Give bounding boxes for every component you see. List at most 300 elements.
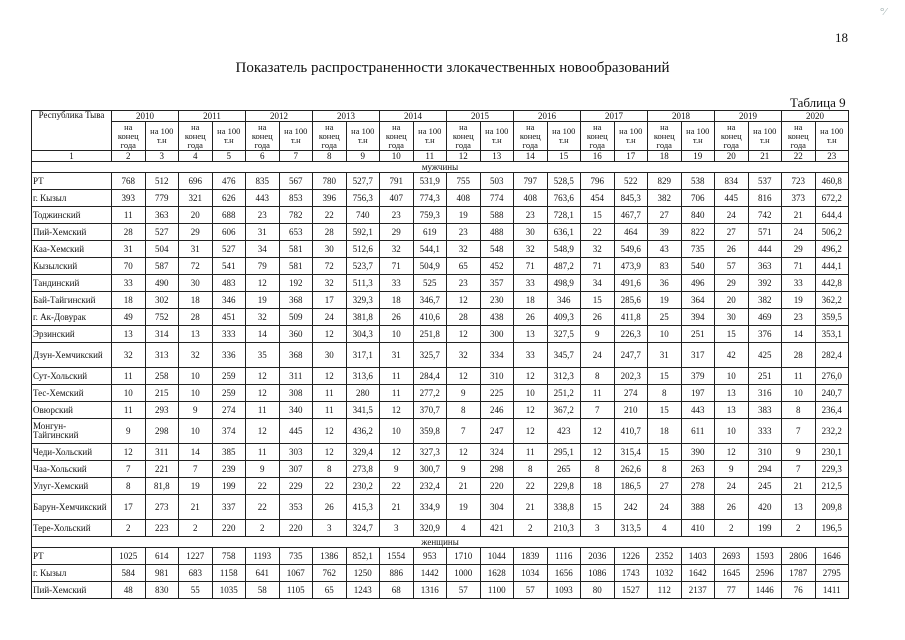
table-cell: 13 [514,326,548,343]
table-cell: 423 [547,419,581,444]
table-cell: 12 [313,326,347,343]
table-cell: 512,6 [346,241,380,258]
table-cell: 488 [480,224,514,241]
subheader-end-of-year: на конец года [715,122,749,151]
table-cell: 336 [212,343,246,368]
table-cell: 22 [380,478,414,495]
table-cell: 19 [648,292,682,309]
table-cell: 22 [581,224,615,241]
table-cell: 373 [782,190,816,207]
table-cell: 742 [748,207,782,224]
table-cell: 2795 [815,565,849,582]
table-cell: 1250 [346,565,380,582]
table-cell: 316 [748,385,782,402]
table-cell: 735 [279,548,313,565]
table-cell: 11 [313,402,347,419]
table-cell: 300 [480,326,514,343]
table-cell: 11 [112,402,146,419]
table-cell: 15 [648,402,682,419]
region-name: Тоджинский [32,207,112,224]
table-cell: 473,9 [614,258,648,275]
region-name: Пий-Хемский [32,582,112,599]
table-cell: 303 [279,444,313,461]
region-header: Республика Тыва [32,111,112,151]
table-cell: 324,7 [346,520,380,537]
table-cell: 9 [380,461,414,478]
table-cell: 19 [246,292,280,309]
table-cell: 527 [145,224,179,241]
table-cell: 436,2 [346,419,380,444]
table-cell: 834 [715,173,749,190]
table-row [32,173,849,190]
column-number: 10 [380,151,414,162]
table-cell: 444 [748,241,782,258]
table-cell: 394 [681,309,715,326]
table-cell: 29 [179,224,213,241]
table-cell: 696 [179,173,213,190]
region-name: РТ [32,173,112,190]
table-cell: 791 [380,173,414,190]
table-cell: 22 [313,478,347,495]
table-cell: 10 [782,385,816,402]
table-cell: 23 [514,207,548,224]
table-cell: 487,2 [547,258,581,275]
table-cell: 265 [547,461,581,478]
table-cell: 34 [581,275,615,292]
table-cell: 251 [748,368,782,385]
table-cell: 273 [145,495,179,520]
table-cell: 58 [246,582,280,599]
table-cell: 410 [681,520,715,537]
table-cell: 282,4 [815,343,849,368]
table-row [32,275,849,292]
table-cell: 1034 [514,565,548,582]
region-name: Чаа-Хольский [32,461,112,478]
table-cell: 756,3 [346,190,380,207]
table-cell: 2596 [748,565,782,582]
table-cell: 71 [380,258,414,275]
table-cell: 1787 [782,565,816,582]
table-cell: 33 [112,275,146,292]
table-cell: 2806 [782,548,816,565]
table-row [32,326,849,343]
table-cell: 223 [145,520,179,537]
table-cell: 822 [681,224,715,241]
table-row [32,385,849,402]
table-cell: 293 [145,402,179,419]
table-cell: 411,8 [614,309,648,326]
table-cell: 1025 [112,548,146,565]
table-cell: 284,4 [413,368,447,385]
table-cell: 242 [614,495,648,520]
table-cell: 277,2 [413,385,447,402]
table-cell: 27 [648,478,682,495]
table-row [32,565,849,582]
table-cell: 30 [313,343,347,368]
table-cell: 464 [614,224,648,241]
region-name: Бай-Тайгинский [32,292,112,309]
table-row [32,190,849,207]
table-cell: 304,3 [346,326,380,343]
table-cell: 340 [279,402,313,419]
table-cell: 12 [246,275,280,292]
table-cell: 345,7 [547,343,581,368]
table-cell: 393 [112,190,146,207]
table-cell: 8 [782,402,816,419]
table-cell: 31 [112,241,146,258]
table-cell: 263 [681,461,715,478]
subheader-end-of-year: на конец года [179,122,213,151]
table-cell: 15 [581,495,615,520]
table-cell: 845,3 [614,190,648,207]
region-name: г. Кызыл [32,565,112,582]
table-cell: 246 [480,402,514,419]
table-cell: 385 [212,444,246,461]
table-cell: 313,6 [346,368,380,385]
table-cell: 35 [246,343,280,368]
region-name: г. Кызыл [32,190,112,207]
document-title: Показатель распространенности злокачественных новообразований [235,60,670,76]
column-number: 22 [782,151,816,162]
table-cell: 229 [279,478,313,495]
table-cell: 49 [112,309,146,326]
table-cell: 18 [581,478,615,495]
table-cell: 498,9 [547,275,581,292]
region-name: Улуг-Хемский [32,478,112,495]
table-cell: 374 [212,419,246,444]
table-cell: 830 [145,582,179,599]
table-cell: 504,9 [413,258,447,275]
table-cell: 503 [480,173,514,190]
table-cell: 13 [715,385,749,402]
subheader-end-of-year: на конец года [648,122,682,151]
table-cell: 544,1 [413,241,447,258]
table-cell: 65 [447,258,481,275]
table-cell: 7 [112,461,146,478]
table-cell: 408 [447,190,481,207]
table-cell: 11 [112,368,146,385]
table-cell: 19 [447,207,481,224]
region-name: Кызылский [32,258,112,275]
table-cell: 33 [514,343,548,368]
table-cell: 1527 [614,582,648,599]
table-cell: 24 [581,343,615,368]
column-number: 1 [32,151,112,162]
table-cell: 31 [179,241,213,258]
table-cell: 653 [279,224,313,241]
table-cell: 540 [681,258,715,275]
table-cell: 311 [279,368,313,385]
table-cell: 454 [581,190,615,207]
subheader-per-100k: на 100 т.н [547,122,581,151]
table-cell: 606 [212,224,246,241]
table-cell: 23 [447,224,481,241]
table-cell: 1646 [815,548,849,565]
table-cell: 512 [145,173,179,190]
table-cell: 12 [581,444,615,461]
column-number: 17 [614,151,648,162]
year-header: 2016 [514,111,581,122]
table-cell: 8 [447,402,481,419]
table-cell: 774,3 [413,190,447,207]
table-row [32,520,849,537]
table-cell: 1044 [480,548,514,565]
table-cell: 410,7 [614,419,648,444]
table-cell: 23 [447,275,481,292]
table-cell: 779 [145,190,179,207]
table-cell: 22 [246,478,280,495]
year-header: 2017 [581,111,648,122]
table-cell: 9 [715,461,749,478]
table-cell: 229,3 [815,461,849,478]
table-cell: 251,2 [547,385,581,402]
table-cell: 15 [648,444,682,461]
table-cell: 247 [480,419,514,444]
region-name: Барун-Хемчикский [32,495,112,520]
table-cell: 527 [212,241,246,258]
table-row [32,461,849,478]
table-cell: 57 [447,582,481,599]
table-cell: 444,1 [815,258,849,275]
table-cell: 1554 [380,548,414,565]
table-cell: 636,1 [547,224,581,241]
table-cell: 12 [112,444,146,461]
table-cell: 226,3 [614,326,648,343]
table-cell: 1035 [212,582,246,599]
table-cell: 588 [480,207,514,224]
table-cell: 39 [648,224,682,241]
table-cell: 728,1 [547,207,581,224]
subheader-end-of-year: на конец года [514,122,548,151]
table-cell: 7 [447,419,481,444]
table-cell: 317,1 [346,343,380,368]
table-cell: 26 [514,309,548,326]
table-cell: 12 [380,402,414,419]
column-number: 11 [413,151,447,162]
table-cell: 683 [179,565,213,582]
table-cell: 22 [514,478,548,495]
table-cell: 4 [648,520,682,537]
table-cell: 11 [380,385,414,402]
table-cell: 381,8 [346,309,380,326]
column-number: 15 [547,151,581,162]
table-cell: 2 [514,520,548,537]
table-cell: 467,7 [614,207,648,224]
table-cell: 23 [246,207,280,224]
table-cell: 43 [648,241,682,258]
table-cell: 1158 [212,565,246,582]
table-cell: 212,5 [815,478,849,495]
table-cell: 3 [581,520,615,537]
table-cell: 186,5 [614,478,648,495]
table-cell: 337 [212,495,246,520]
table-cell: 2693 [715,548,749,565]
table-cell: 10 [380,419,414,444]
table-cell: 304 [480,495,514,520]
table-cell: 19 [782,292,816,309]
table-cell: 12 [715,444,749,461]
table-cell: 816 [748,190,782,207]
table-cell: 363 [145,207,179,224]
table-cell: 483 [212,275,246,292]
region-name: Чеди-Хольский [32,444,112,461]
region-name: РТ [32,548,112,565]
table-cell: 18 [179,292,213,309]
table-cell: 210,3 [547,520,581,537]
table-cell: 10 [179,385,213,402]
column-number: 14 [514,151,548,162]
table-cell: 592,1 [346,224,380,241]
table-cell: 314 [145,326,179,343]
table-cell: 199 [748,520,782,537]
table-cell: 20 [179,207,213,224]
column-number: 18 [648,151,682,162]
table-cell: 12 [380,444,414,461]
table-cell: 2 [246,520,280,537]
table-cell: 230,1 [815,444,849,461]
table-cell: 15 [581,292,615,309]
table-cell: 285,6 [614,292,648,309]
table-label: Таблица 9 [790,95,846,110]
table-cell: 32 [179,343,213,368]
table-cell: 368 [279,292,313,309]
table-cell: 1593 [748,548,782,565]
table-cell: 527,7 [346,173,380,190]
table-cell: 9 [782,444,816,461]
table-cell: 76 [782,582,816,599]
region-name: Тере-Хольский [32,520,112,537]
table-cell: 1316 [413,582,447,599]
table-cell: 614 [145,548,179,565]
table-cell: 21 [380,495,414,520]
table-cell: 1086 [581,565,615,582]
table-cell: 523,7 [346,258,380,275]
table-cell: 25 [648,309,682,326]
table-cell: 77 [715,582,749,599]
table-cell: 320,9 [413,520,447,537]
table-cell: 443 [681,402,715,419]
column-number: 9 [346,151,380,162]
region-name: Пий-Хемский [32,224,112,241]
table-cell: 71 [581,258,615,275]
table-cell: 360 [279,326,313,343]
table-cell: 1093 [547,582,581,599]
table-cell: 10 [179,419,213,444]
table-row [32,368,849,385]
table-cell: 9 [246,461,280,478]
table-cell: 232,4 [413,478,447,495]
table-cell: 12 [313,419,347,444]
table-cell: 538 [681,173,715,190]
table-cell: 7 [782,461,816,478]
subheader-per-100k: на 100 т.н [279,122,313,151]
table-cell: 310 [480,368,514,385]
table-row [32,224,849,241]
table-cell: 420 [748,495,782,520]
table-cell: 28 [447,309,481,326]
region-name: Тандинский [32,275,112,292]
table-cell: 251,8 [413,326,447,343]
table-cell: 341,5 [346,402,380,419]
table-row [32,582,849,599]
table-cell: 313,5 [614,520,648,537]
table-cell: 274 [212,402,246,419]
table-cell: 30 [715,309,749,326]
table-cell: 768 [112,173,146,190]
table-cell: 225 [480,385,514,402]
table-cell: 1411 [815,582,849,599]
table-cell: 295,1 [547,444,581,461]
subheader-per-100k: на 100 т.н [815,122,849,151]
table-cell: 199 [212,478,246,495]
table-cell: 22 [313,207,347,224]
table-cell: 220 [279,520,313,537]
year-header: 2014 [380,111,447,122]
table-cell: 33 [782,275,816,292]
table-cell: 21 [782,478,816,495]
table-cell: 48 [112,582,146,599]
table-cell: 353,1 [815,326,849,343]
table-cell: 14 [179,444,213,461]
table-cell: 451 [212,309,246,326]
table-cell: 29 [782,241,816,258]
table-cell: 9 [112,419,146,444]
table-cell: 79 [246,258,280,275]
subheader-per-100k: на 100 т.н [614,122,648,151]
table-cell: 8 [112,478,146,495]
table-cell: 329,3 [346,292,380,309]
table-cell: 619 [413,224,447,241]
table-cell: 1193 [246,548,280,565]
table-cell: 280 [346,385,380,402]
table-cell: 12 [447,326,481,343]
subheader-end-of-year: на конец года [782,122,816,151]
table-cell: 359,8 [413,419,447,444]
table-cell: 840 [681,207,715,224]
table-cell: 7 [782,419,816,444]
section-row [32,162,849,173]
table-cell: 396 [313,190,347,207]
table-cell: 36 [648,275,682,292]
table-cell: 19 [179,478,213,495]
table-cell: 796 [581,173,615,190]
table-cell: 197 [681,385,715,402]
table-cell: 21 [782,207,816,224]
subheader-per-100k: на 100 т.н [681,122,715,151]
table-cell: 26 [380,309,414,326]
region-name: Дзун-Хемчикский [32,343,112,368]
year-header: 2011 [179,111,246,122]
table-cell: 762 [313,565,347,582]
table-cell: 410,6 [413,309,447,326]
table-cell: 511,3 [346,275,380,292]
table-cell: 13 [782,495,816,520]
table-cell: 236,4 [815,402,849,419]
table-cell: 324 [480,444,514,461]
table-cell: 12 [514,419,548,444]
table-cell: 42 [715,343,749,368]
table-cell: 26 [715,241,749,258]
table-cell: 438 [480,309,514,326]
table-cell: 504 [145,241,179,258]
table-cell: 780 [313,173,347,190]
table-cell: 27 [648,207,682,224]
table-cell: 12 [246,385,280,402]
table-cell: 12 [246,419,280,444]
region-name: г. Ак-Довурак [32,309,112,326]
table-cell: 1226 [614,548,648,565]
table-cell: 245 [748,478,782,495]
